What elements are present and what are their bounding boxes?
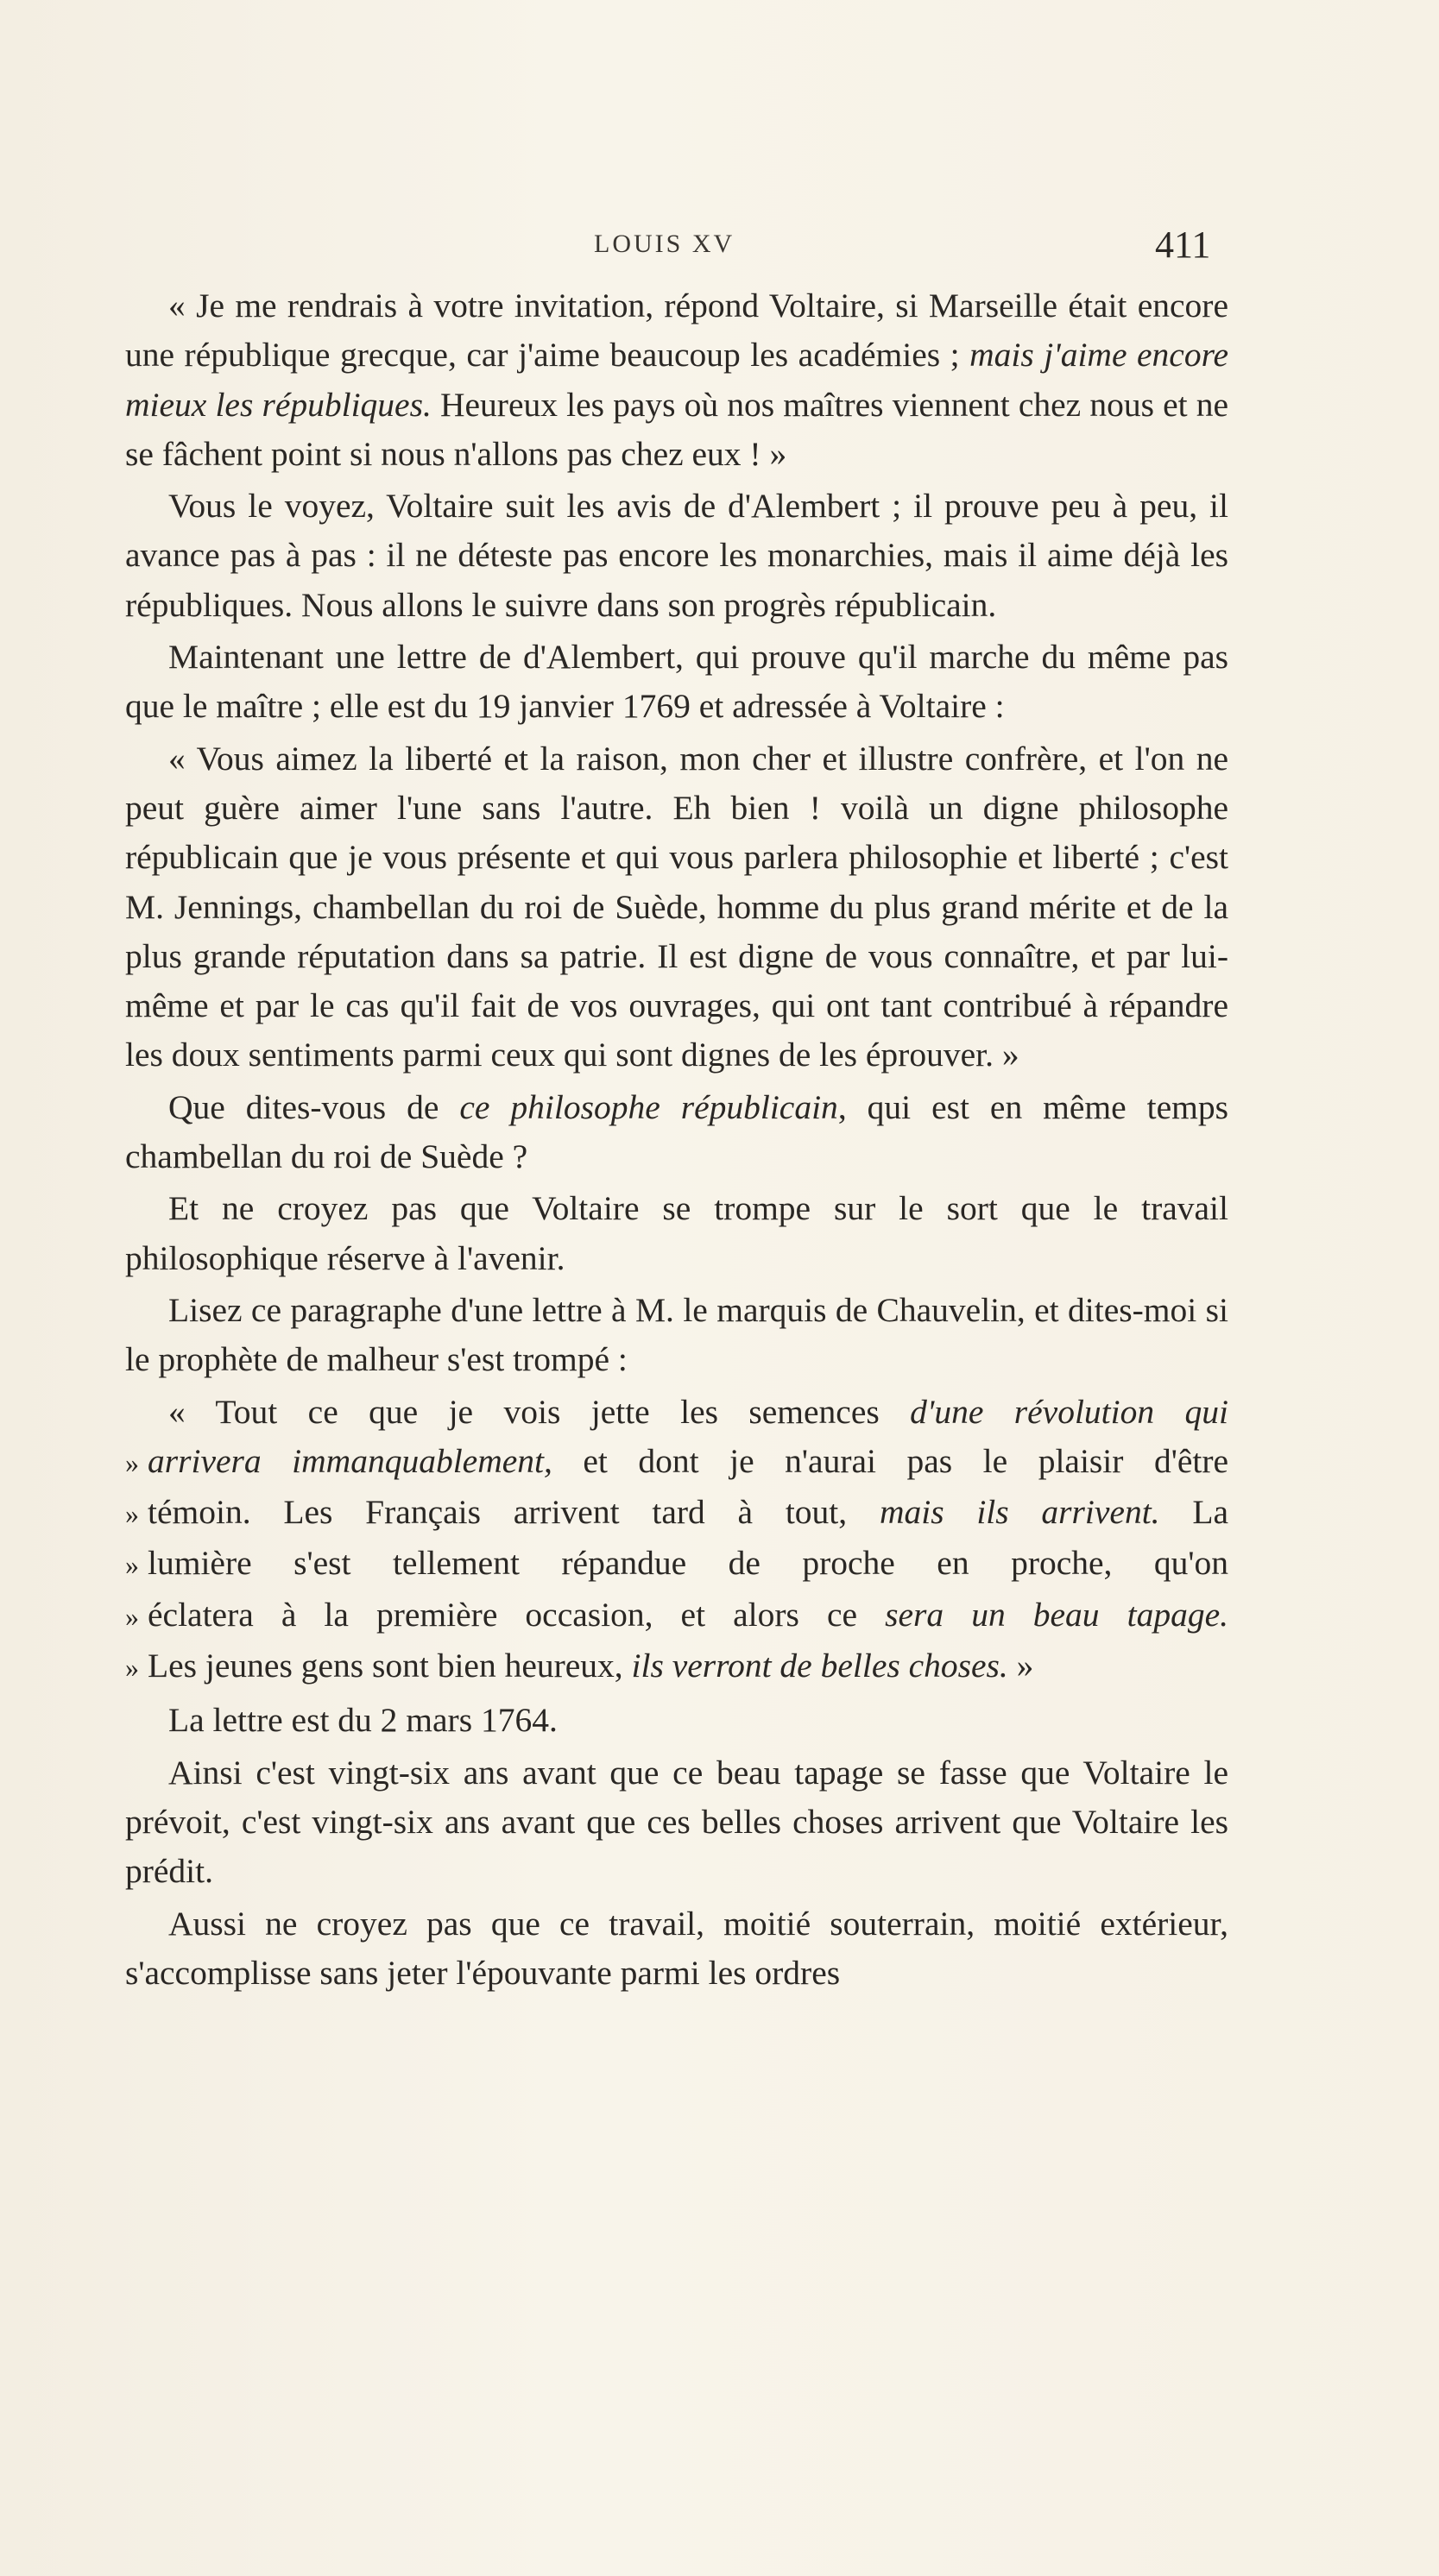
page-number: 411 <box>1155 224 1211 266</box>
body-text <box>125 281 1228 1998</box>
paragraph-chauvelin: Lisez ce paragraphe d'une lettre à M. le marquis de Chauvelin, et dites-moi si le prophète de malheur s'est trompé : <box>125 1290 1228 1379</box>
paragraph-twenty-six-years: Ainsi c'est vingt-six ans avant que ce beau tapage se fasse que Voltaire le prévoit, c'est vingt-six ans avant que ces belles choses arrivent que Voltaire les prédit. <box>125 1753 1228 1891</box>
paragraph-closing: Aussi ne croyez pas que ce travail, moitié souterrain, moitié extérieur, s'accomplisse sans jeter l'épouvante parmi les ordres <box>125 1904 1228 1992</box>
text-run: Les jeunes gens sont bien heureux, <box>148 1647 632 1685</box>
italic-run: arrivera immanquablement, <box>148 1441 552 1480</box>
text-run: Que dites-vous de <box>168 1087 460 1126</box>
paragraph-prophecy-intro: Et ne croyez pas que Voltaire se trompe sur le sort que le travail philosophique réserve à l'avenir. <box>125 1189 1228 1277</box>
paragraph-voltaire-reply <box>125 281 1228 479</box>
text-run: et dont je n'aurai pas le plaisir d'être <box>552 1441 1229 1480</box>
quote-line <box>125 1437 1228 1488</box>
quote-line <box>125 1641 1228 1692</box>
text-run: éclatera à la première occasion, et alors ce <box>148 1595 886 1634</box>
italic-run: mais ils arrivent. <box>879 1493 1160 1532</box>
guillemet-mark: » <box>125 1498 139 1530</box>
paragraph-alembert-intro: Maintenant une lettre de d'Alembert, qui prouve qu'il marche du même pas que le maître ; elle est du 19 janvier 1769 et adressée à Voltaire : <box>125 638 1228 726</box>
quote-line <box>125 1539 1228 1590</box>
text-run: La <box>1159 1493 1228 1532</box>
italic-run: mais j'aime encore mieux les républiques. <box>125 336 1229 424</box>
text-run: » <box>1007 1647 1034 1685</box>
running-head: LOUIS XV <box>594 230 735 258</box>
page-header <box>0 223 1439 274</box>
paragraph-alembert-letter: « Vous aimez la liberté et la raison, mon cher et illustre confrère, et l'on ne peut guère aimer l'une sans l'autre. Eh bien ! voilà un digne philosophe républicain que je vous présente et qui vous parlera philosophie et liberté ; c'est M. Jennings, chambellan du roi de Suède, homme du plus grand mérite et de la plus grande réputation dans sa patrie. Il est digne de vous connaître, et par lui-même et par le cas qu'il fait de vos ouvrages, qui ont tant contribué à répandre les doux sentiments parmi ceux qui sont dignes de les éprouver. » <box>125 739 1228 1074</box>
paragraph-commentary: Vous le voyez, Voltaire suit les avis de d'Alembert ; il prouve peu à peu, il avance pas à pas : il ne déteste pas encore les monarchies, mais il aime déjà les républiques. Nous allons le suivre dans son progrès républicain. <box>125 487 1228 624</box>
italic-run: sera un beau tapage. <box>885 1595 1228 1634</box>
guillemet-mark: » <box>125 1549 139 1581</box>
block-quote <box>125 1388 1228 1693</box>
guillemet-mark: » <box>125 1446 139 1478</box>
text-run: , qui est en même temps chambellan du roi de Suède ? <box>125 1087 1228 1176</box>
italic-run: d'une révolution qui <box>910 1392 1228 1431</box>
guillemet-mark: » <box>125 1652 139 1684</box>
paragraph-question <box>125 1083 1228 1182</box>
quote-line <box>125 1388 1228 1437</box>
paragraph-letter-date: La lettre est du 2 mars 1764. <box>168 1701 558 1740</box>
italic-run: ils verront de belles choses. <box>631 1647 1008 1685</box>
text-run: témoin. Les Français arrivent tard à tout, <box>148 1493 880 1532</box>
guillemet-mark: » <box>125 1600 139 1632</box>
text-run: « Je me rendrais à votre invitation, répond Voltaire, si Marseille était encore une république grecque, car j'aime beaucoup les académies ; <box>125 287 1228 375</box>
quote-line <box>125 1488 1228 1539</box>
text-run: lumière s'est tellement répandue de proche en proche, qu'on <box>148 1544 1228 1583</box>
quote-line <box>125 1590 1228 1641</box>
text-run: Heureux les pays où nos maîtres viennent chez nous et ne se fâchent point si nous n'allons pas chez eux ! » <box>125 385 1228 473</box>
text-run: « Tout ce que je vois jette les semences <box>168 1392 911 1431</box>
italic-run: ce philosophe républicain <box>459 1087 838 1126</box>
